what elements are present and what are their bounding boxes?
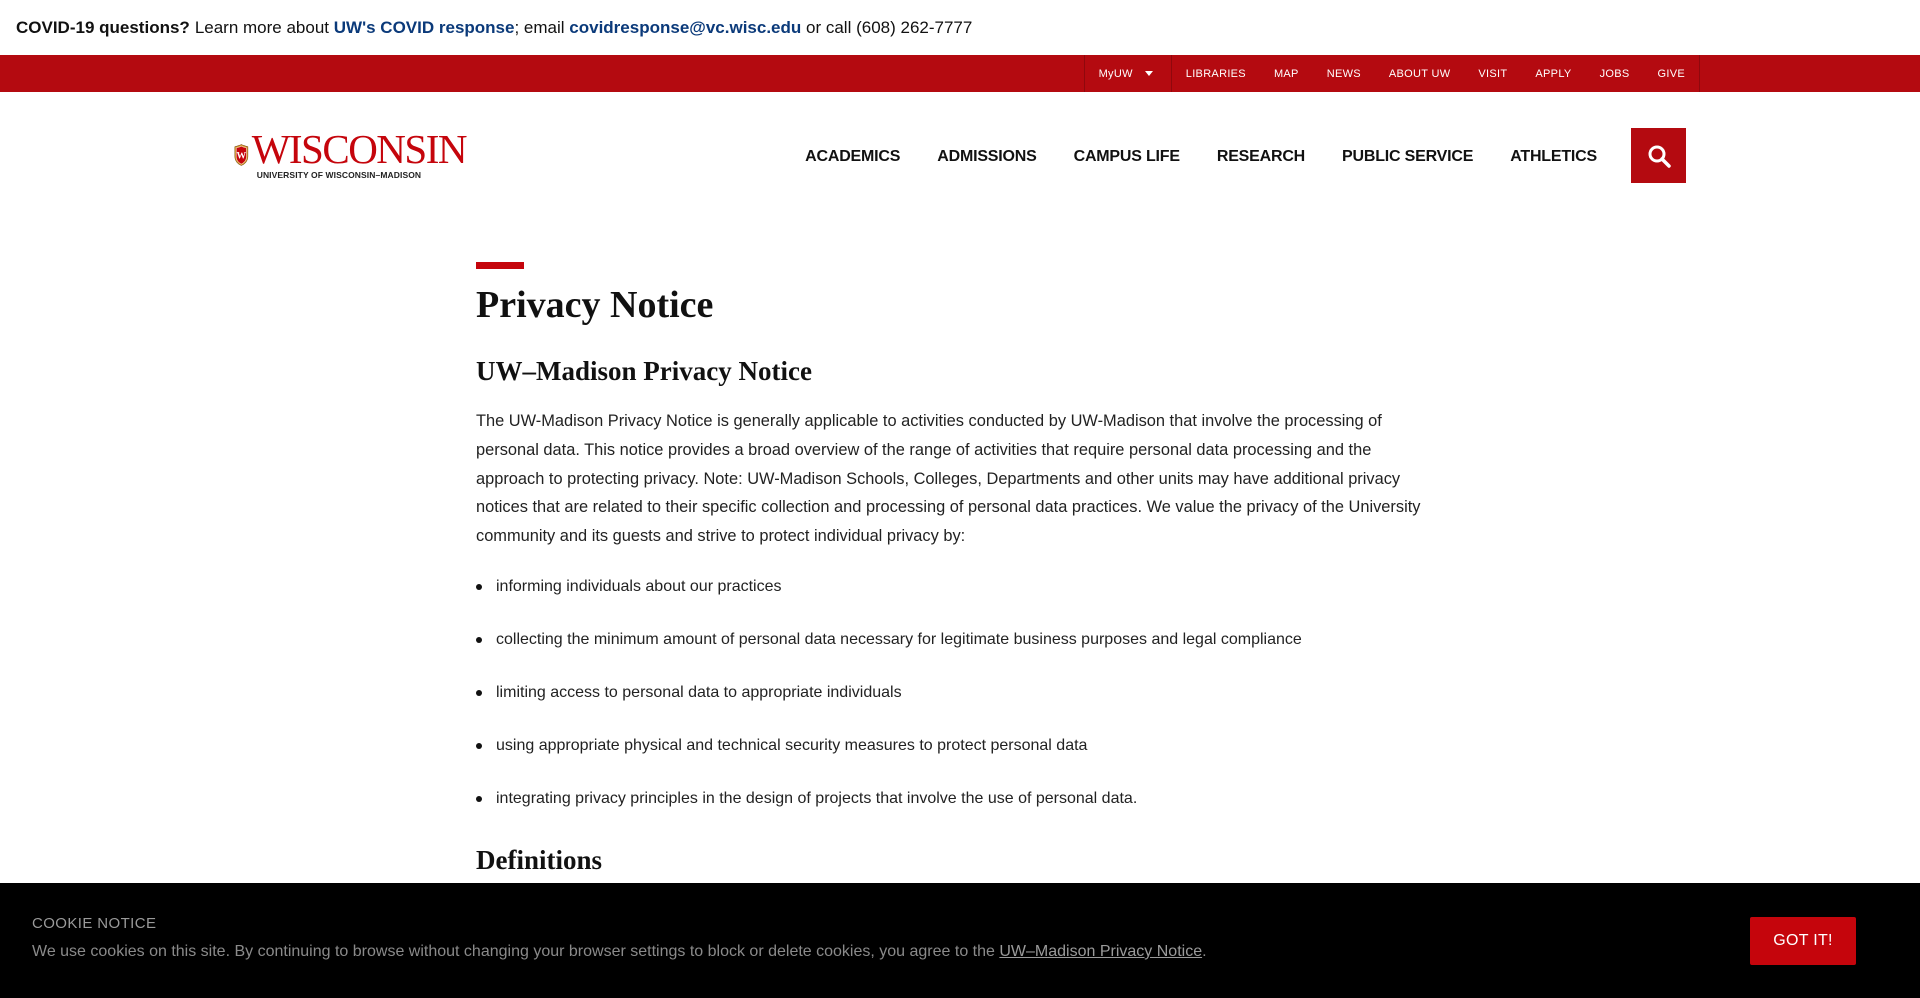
site-logo[interactable] <box>234 116 466 194</box>
utility-item-myuw[interactable] <box>1085 55 1172 92</box>
crest-icon <box>234 116 249 194</box>
cookie-notice-text <box>32 943 1207 961</box>
logo-wordmark-text: WISCONSIN <box>251 126 466 172</box>
utility-item-about-uw[interactable]: ABOUT UW <box>1388 67 1451 80</box>
privacy-principles-list <box>476 575 1436 840</box>
covid-response-link[interactable]: response <box>438 17 515 37</box>
list-item <box>476 787 1436 840</box>
utility-item-give[interactable]: GIVE <box>1657 67 1685 80</box>
bullet-icon <box>476 743 482 749</box>
cookie-notice-body: We use cookies on this site. By continuing to browse without changing your browser settings to block or delete cookies, you agree to the <box>32 943 995 960</box>
list-item-text: informing individuals about our practices <box>496 577 782 595</box>
utility-item-visit[interactable]: VISIT <box>1478 67 1508 80</box>
nav-campus-life[interactable]: CAMPUS LIFE <box>1073 148 1180 165</box>
search-button[interactable] <box>1631 128 1686 183</box>
page-title: Privacy Notice <box>476 284 714 326</box>
caret-down-icon <box>1145 71 1153 76</box>
utility-item-myuw-label: MyUW <box>1098 67 1133 80</box>
crest-letter: W <box>236 150 247 162</box>
cookie-notice-period: . <box>1202 943 1207 960</box>
privacy-notice-link[interactable]: UW–Madison Privacy Notice <box>999 943 1203 960</box>
covid-banner-text: Learn more about <box>194 17 330 37</box>
nav-public-service[interactable]: PUBLIC SERVICE <box>1342 148 1474 165</box>
utility-item-jobs[interactable]: JOBS <box>1599 67 1630 80</box>
nav-athletics[interactable]: ATHLETICS <box>1510 148 1597 165</box>
main-nav <box>768 148 1597 166</box>
utility-bar <box>0 55 1920 92</box>
bullet-icon <box>476 796 482 802</box>
logo-wordmark <box>251 126 466 180</box>
list-item <box>476 681 1436 734</box>
list-item <box>476 575 1436 628</box>
main-content <box>476 262 1436 878</box>
logo-subtitle: UNIVERSITY OF WISCONSIN–MADISON <box>256 170 422 180</box>
covid-banner-email-text: ; email <box>514 17 565 37</box>
covid-email-link[interactable]: covidresponse@vc.wisc.edu <box>569 17 802 37</box>
list-item <box>476 628 1436 681</box>
utility-item-apply[interactable]: APPLY <box>1535 67 1572 80</box>
utility-menu <box>1084 55 1700 92</box>
covid-banner-phone-text: or call (608) 262-7777 <box>806 17 973 37</box>
site-header <box>0 92 1920 218</box>
list-item-text: integrating privacy principles in the design of projects that involve the use of personal data. <box>496 789 1138 807</box>
title-accent-bar <box>476 262 524 269</box>
list-item-text: limiting access to personal data to appropriate individuals <box>496 683 902 701</box>
covid-banner <box>0 0 1920 55</box>
section-title: UW–Madison Privacy Notice <box>476 356 812 386</box>
intro-paragraph: The UW-Madison Privacy Notice is generally applicable to activities conducted by UW-Madison that involve the processing of personal data. This notice provides a broad overview of the range of activities that require personal data processing and the approach to protecting privacy. Note: UW-Madison Schools, Colleges, Departments and other units may have additional privacy notices that are related to their specific collection and processing of personal data practices. We value the privacy of the University community and its guests and strive to protect individual privacy by: <box>476 412 1421 546</box>
list-item <box>476 734 1436 787</box>
covid-link[interactable]: UW's COVID <box>333 17 435 37</box>
utility-item-map[interactable]: MAP <box>1273 67 1299 80</box>
cookie-notice <box>0 883 1920 998</box>
list-item-text: using appropriate physical and technical security measures to protect personal data <box>496 736 1088 754</box>
bullet-icon <box>476 690 482 696</box>
definitions-heading: Definitions <box>476 844 603 875</box>
covid-banner-lead: COVID-19 questions? <box>16 17 190 37</box>
utility-item-news[interactable]: NEWS <box>1326 67 1361 80</box>
list-item-text: collecting the minimum amount of personal data necessary for legitimate business purposes and legal compliance <box>496 630 1302 648</box>
search-icon <box>1647 144 1671 168</box>
nav-academics[interactable]: ACADEMICS <box>805 148 901 165</box>
got-it-button[interactable]: GOT IT! <box>1750 917 1856 965</box>
bullet-icon <box>476 584 482 590</box>
cookie-notice-title: COOKIE NOTICE <box>32 915 157 932</box>
bullet-icon <box>476 637 482 643</box>
nav-admissions[interactable]: ADMISSIONS <box>937 148 1037 165</box>
utility-item-libraries[interactable]: LIBRARIES <box>1185 67 1246 80</box>
nav-research[interactable]: RESEARCH <box>1216 148 1306 165</box>
